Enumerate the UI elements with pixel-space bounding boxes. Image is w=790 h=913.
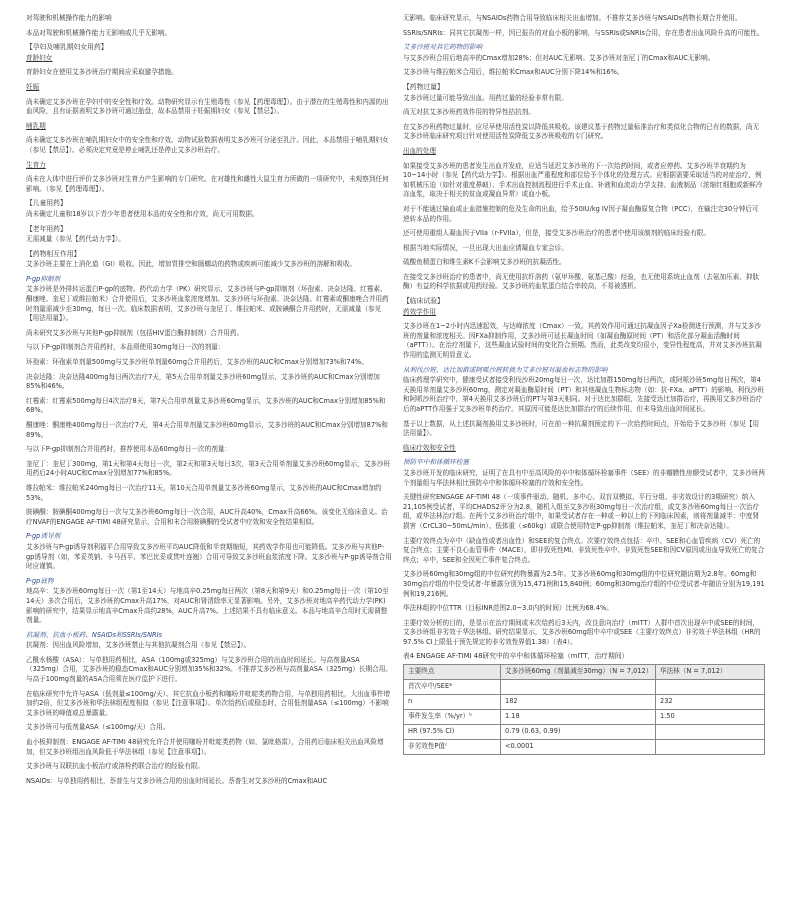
left-paragraph: 尚未确定艾多沙班在哺乳期妇女中的安全性和疗效。动物试验数据表明艾多沙班可分泌至乳汁。因此，本品禁用于哺乳期妇女（参见【禁忌】）。必须决定究竟是停止哺乳还是停止艾多沙班治疗。 xyxy=(26,136,389,154)
right-paragraph: 临床疗效和安全性 xyxy=(403,443,456,452)
left-paragraph: 尚未研究艾多沙班与其他P-gp抑制剂（包括HIV蛋白酶抑制剂）合并用药。 xyxy=(26,328,244,337)
left-paragraph: 艾多沙班是外排转运蛋白P-gp的底物。药代动力学（PK）研究显示，艾多沙班与P-gp抑制剂（环孢素、决奈达隆、红霉素、酮康唑、奎尼丁或维拉帕米）合并使用后，艾多沙班血浆浓度增加。艾多沙班与环孢素、决奈达隆、红霉素或酮康唑合并用药时剂量需减少至30mg，每日一次。临床数据表明，艾多沙班与奎尼丁、维拉帕米、或胺碘酮合并用药时，无需减量（参见【用法用量】）。 xyxy=(26,285,389,323)
left-paragraph: 艾多沙班与双联抗血小板治疗或溶栓药联合治疗的经验有限。 xyxy=(26,762,205,771)
right-paragraph: 艾多沙班过量可能导致出血。用药过量的经验非常有限。 xyxy=(403,93,568,102)
right-paragraph: 出血的处理 xyxy=(403,146,436,155)
results-table xyxy=(403,664,765,755)
table-header-row xyxy=(404,665,765,680)
left-paragraph: 生育力 xyxy=(26,160,46,169)
left-paragraph: 尚未确定儿童和18岁以下青少年患者使用本品的安全性和疗效，尚无可用数据。 xyxy=(26,209,259,218)
left-paragraph: 无需减量（参见【药代动力学】）。 xyxy=(26,235,125,244)
left-paragraph: 育龄妇女在使用艾多沙班治疗期间应采取避孕措施。 xyxy=(26,68,178,77)
left-paragraph: 【孕妇及哺乳期妇女用药】 xyxy=(26,43,108,52)
table-cell: 182 xyxy=(501,695,656,710)
left-paragraph: 红霉素：红霉素500mg每日4次治疗8天，第7天合用单剂量艾多沙班60mg显示，艾多沙班的AUC和Cmax分别增加85%和68%。 xyxy=(26,396,386,415)
table-cell: n xyxy=(404,695,501,710)
left-paragraph: 环孢素：环孢素单剂量500mg与艾多沙班单剂量60mg合并用药后，艾多沙班的AUC和Cmax分别增加73%和74%。 xyxy=(26,358,368,367)
left-paragraph: 地高辛：艾多沙班60mg每日一次（第1至14天）与地高辛0.25mg每日两次（第8天和第9天）和0.25mg每日一次（第10至14天）多次合用后，艾多沙班的Cmax升高17%，对AUC和肾清除率无显著影响。另外，艾多沙班对地高辛药代动力学(PK)影响的研究中，结果显示地高辛Cmax升高约28%，AUC升高7%。上述结果不具有临床意义。本品与地高辛合用时无需调整剂量。 xyxy=(26,587,389,625)
table-cell xyxy=(656,725,765,740)
right-paragraph: 在接受艾多沙班治疗的患者中，尚无使用抗纤溶药（氨甲环酸、氨基己酸）经验，也无使用系统止血剂（去氨加压素、抑肽酶）有益的科学依据或用药经验。艾多沙班的血浆蛋白结合率较高，不易被透析。 xyxy=(403,272,760,291)
left-paragraph: 哺乳期 xyxy=(26,121,46,130)
right-paragraph: 硫酸鱼精蛋白和维生素K不会影响艾多沙班的抗凝活性。 xyxy=(403,258,566,267)
table-cell: 232 xyxy=(656,695,765,710)
left-paragraph: 【药物相互作用】 xyxy=(26,249,81,258)
left-paragraph: 妊娠 xyxy=(26,82,40,91)
right-paragraph: 在艾多沙班药物过量时，应尽早使用活性炭以降低其吸收。该建议基于药物过量标准治疗和类似化合物的已有的数据，尚无艾多沙班临床研究项目针对使用活性炭降低艾多沙班吸收的专门研究。 xyxy=(403,122,760,141)
right-paragraph: 【药物过量】 xyxy=(403,82,444,91)
table-header-cell: 华法林（N = 7,012） xyxy=(656,665,765,680)
left-paragraph: 决奈达隆：决奈达隆400mg每日两次治疗7天，第5天合用单剂量艾多沙班60mg显示，艾多沙班的AUC和Cmax分别增加85%和46%。 xyxy=(26,372,380,391)
right-paragraph: 主要疗效终点为卒中（缺血性或者出血性）和SEE的复合终点。次要疗效终点包括：卒中、SEE和心血管疾病（CV）死亡的复合终点；主要不良心血管事件（MACE），即非致死性MI、非致死性卒中、非致死性SEE和因CV原因或出血导致死亡的复合终点；卒中，SEE和全因死亡事件复合终点。 xyxy=(403,536,765,564)
table-row xyxy=(404,740,765,755)
table-cell xyxy=(656,680,765,695)
table-header-cell: 艾多沙班60mg（剂量减至30mg）（N = 7,012） xyxy=(501,665,656,680)
left-paragraph: 酮康唑：酮康唑400mg每日一次治疗7天，第4天合用单剂量艾多沙班60mg显示，艾多沙班的AUC和Cmax分别增加87%和89%。 xyxy=(26,421,388,439)
left-paragraph: 艾多沙班主要在上消化道（GI）吸收。因此，增加胃排空和肠蠕动的药物或疾病可能减少艾多沙班的溶解和吸收。 xyxy=(26,260,357,269)
table-cell: 首次卒中/SEE* xyxy=(404,680,501,695)
left-paragraph: 【儿童用药】 xyxy=(26,199,67,208)
left-paragraph: 胺碘酮：胺碘酮400mg每日一次与艾多沙班60mg每日一次合用，AUC升高40%，Cmax升高66%。该变化无临床意义。治疗NVAF的ENGAGE AF-TIMI 48研究显示，合用和未合用胺碘酮的受试者中疗效和安全性结果相似。 xyxy=(26,508,388,526)
left-column xyxy=(26,14,392,791)
right-paragraph: 根据当地实际情况，一旦出现大出血应请凝血专家会诊。 xyxy=(403,243,568,252)
left-paragraph: 【老年用药】 xyxy=(26,224,67,233)
right-paragraph: 艾多沙班与维拉帕米合用后，维拉帕米Cmax和AUC分别下降14%和16%。 xyxy=(403,68,624,77)
right-paragraph: 与艾多沙班合用后地高辛的Cmax增加28%；但对AUC无影响。艾多沙班对奎尼丁的Cmax和AUC无影响。 xyxy=(403,53,715,62)
left-paragraph: 血小板抑制剂：ENGAGE AF-TIMI 48研究允许合并使用噻吩并吡啶类药物（如，氯吡格雷），合用药后临床相关出血风险增加，但艾多沙班组出血风险低于华法林组（参见【注意事项】）。 xyxy=(26,738,384,756)
left-paragraph: 乙酰水杨酸（ASA）：与单独用药相比，ASA（100mg或325mg）与艾多沙班合用的出血时间延长。与高剂量ASA（325mg）合用，艾多沙班的稳态Cmax和AUC分别增加35%和32%。不推荐艾多沙班与高剂量ASA（325mg）长期合用。与高于100mg剂量的ASA合用须在医疗监护下进行。 xyxy=(26,655,392,684)
right-paragraph: 艾多沙班开发的临床研究，证明了在具有中至高风险的卒中和体循环栓塞事件（SEE）的非瓣膜性房颤受试者中，艾多沙班两个剂量组与华法林相比预防卒中和体循环栓塞的疗效和安全性。 xyxy=(403,468,765,487)
right-paragraph: 如果接受艾多沙班的患者发生出血并发症，应适当延迟艾多沙班的下一次给药时间，或者应停药。艾多沙班半衰期约为10~14小时（参见【药代动力学】）。根据出血严重程度和部位给予个体化的处理方式。应根据需要采取适当的对症治疗，例如机械压迫（如针对重度鼻衄）、手术出血控制流程进行手术止血、补液和血流动力学支持、血液制品（浓缩红细胞或新鲜冷冻血浆，取决于相关的贫血或凝血异常）或血小板。 xyxy=(403,161,763,199)
right-paragraph: 艾多沙班在1~2小时内迅速起效，与达峰浓度（Cmax）一致。其药效作用可通过抗凝血因子Xa检测进行预测，并与艾多沙班的剂量和浓度相关。因FXa抑制作用，艾多沙班可延长凝血时间（如凝血酶原时间（PT）和活化部分凝血活酶时间（aPTT））。在治疗剂量下，这些凝血试验时间的变化符合预期。然而，此类改变均很小，变异性程度高，并对艾多沙班抗凝作用的监测无明显意义。 xyxy=(403,322,762,360)
left-paragraph: 在临床研究中允许与ASA（低剂量≤100mg/天）、其它抗血小板药和噻吩并吡啶类药物合用，与单独用药相比，大出血事件增加约2倍，但艾多沙班和华法林组程度相似（参见【注意事项】）。单次给药后或稳态时，合用低剂量ASA（≤100mg）不影响艾多沙班的峰值或总暴露量。 xyxy=(26,689,391,717)
right-paragraph: 对于不能通过输血或止血措施控制的危及生命的出血，给予50IU/kg IV因子凝血酶原复合物（PCC），在输注完30分钟后可逆转本品的作用。 xyxy=(403,204,759,223)
table-row xyxy=(404,695,765,710)
table-cell: 1.50 xyxy=(656,710,765,725)
left-paragraph: 育龄妇女 xyxy=(26,53,53,62)
right-paragraph: 还可使用重组人凝血因子VIIa（r-FVIIa），但是，接受艾多沙班治疗的患者中使用该制剂的临床经验有限。 xyxy=(403,229,710,238)
table-caption: 表4 ENGAGE AF-TIMI 48研究中的卒中和体循环栓塞（mITT，治疗期间） xyxy=(403,652,629,661)
left-paragraph: 与以下P-gp抑制剂合并用药时，推荐使用本品60mg每日一次的剂量： xyxy=(26,445,232,454)
left-paragraph: NSAIDs：与单独用药相比，萘普生与艾多沙班合用的出血时间延长。萘普生对艾多沙班的Cmax和AUC xyxy=(26,776,328,785)
left-paragraph: 维拉帕米：维拉帕米240mg每日一次治疗11天，第10天合用单剂量艾多沙班60mg显示，艾多沙班的AUC和Cmax增加约53%。 xyxy=(26,483,382,502)
left-paragraph: 抗凝剂：因出血风险增加，艾多沙班禁止与其他抗凝剂合用（参见【禁忌】）。 xyxy=(26,641,251,650)
table-cell: 1.18 xyxy=(501,710,656,725)
table-cell: 事件发生率（%/yr）ᵇ xyxy=(404,710,501,725)
left-paragraph: P-gp抑制剂 xyxy=(26,274,61,283)
right-column-paragraphs xyxy=(403,14,765,647)
table-row xyxy=(404,710,765,725)
right-paragraph: 尚无对抗艾多沙班药效作用的特异性拮抗剂。 xyxy=(403,108,535,117)
table-header-cell: 主要终点 xyxy=(404,665,501,680)
table-cell: HR (97.5% CI) xyxy=(404,725,501,740)
right-paragraph: 主要疗效分析的目的，是显示在治疗期间或末次给药后3天内，改良意向治疗（mITT）人群中首次出现卒中或SEE的时间，艾多沙班组非劣效于华法林组。研究结果显示，艾多沙班60mg组中卒中或SEE（主要疗效终点）非劣效于华法林组（HR的97.5% CI上限低于预先规定的非劣效性界值1.38）（表4）。 xyxy=(403,618,761,646)
left-paragraph: P-gp诱导剂 xyxy=(26,532,61,541)
left-paragraph: 艾多沙班与P-gp诱导剂利福平合用导致艾多沙班平均AUC降低和半衰期缩短，其药效学作用也可能降低。艾多沙班与其他P-gp诱导剂（如，苯妥英钠、卡马西平、苯巴比妥或贯叶连翘）合用可导致艾多沙班血浆浓度下降。艾多沙班与P-gp诱导剂合用时应谨慎。 xyxy=(26,542,392,571)
left-paragraph: 奎尼丁：奎尼丁300mg，第1天和第4天每日一次，第2天和第3天每日3次，第3天合用单剂量艾多沙班60mg显示，艾多沙班用药后24小时AUC和Cmax分别增加77%和85%。 xyxy=(26,459,391,478)
table-cell xyxy=(656,740,765,755)
left-paragraph: 抗凝剂、抗血小板药、NSAIDs和SSRIs/SNRIs xyxy=(26,630,163,639)
table-cell: 非劣效性P值ᶜ xyxy=(404,740,501,755)
left-paragraph: P-gp底物 xyxy=(26,576,54,585)
table-row xyxy=(404,680,765,695)
left-paragraph: 与以下P-gp抑制剂合并用药时，本品须使用30mg每日一次的剂量： xyxy=(26,343,225,352)
right-paragraph: SSRIs/SNRIs：同其它抗凝剂一样，因已报告的对血小板的影响，与SSRIs或SNRIs合用，存在患者出血风险升高的可能性。 xyxy=(403,28,764,37)
table-cell: <0.0001 xyxy=(501,740,656,755)
right-paragraph: 艾多沙班对其它药物的影响 xyxy=(403,43,483,52)
left-paragraph: 尚未在人体中进行评价艾多沙班对生育力产生影响的专门研究。在对雄性和雌性大鼠生育力所做的一项研究中，未观察到任何影响。（参见【药理毒理】）。 xyxy=(26,175,389,193)
right-paragraph: 无影响。临床研究显示，与NSAIDs药物合用导致临床相关出血增加。不推荐艾多沙班与NSAIDs药物长期合并使用。 xyxy=(403,14,742,22)
table-row xyxy=(404,725,765,740)
right-paragraph: 预防卒中和体循环栓塞 xyxy=(403,458,469,467)
left-paragraph: 尚未确定艾多沙班在孕妇中的安全性和疗效。动物研究显示有生殖毒性（参见【药理毒理】）。由于潜在的生殖毒性和内源的出血风险，且有证据表明艾多沙班可通过胎盘，故本品禁用于妊娠期妇女（参见【禁忌】）。 xyxy=(26,97,389,116)
table-cell xyxy=(501,680,656,695)
right-paragraph: 【临床试验】 xyxy=(403,297,444,306)
right-paragraph: 华法林组的中位TTR（目标INR范围2.0~3.0内的时间）比例为68.4%。 xyxy=(403,604,613,613)
left-paragraph: 对驾驶和机械操作能力的影响 xyxy=(26,14,112,22)
right-paragraph: 基于以上数据，从上述抗凝剂换用艾多沙班时，可在前一种抗凝剂预定的下一次给药时间点，开始给予艾多沙班（参见【用法用量】）。 xyxy=(403,419,760,438)
table-cell: 0.79 (0.63, 0.99) xyxy=(501,725,656,740)
right-paragraph: 艾多沙班60mg和30mg组的中位研究药物暴露为2.5年。艾多沙班60mg和30mg组的中位研究随访期为2.8年。60mg和30mg治疗组的中位受试者-年暴露分别为15,471例和15,840例；60mg和30mg治疗组的中位受试者-年随访分别为19,191例和19,216例。 xyxy=(403,570,765,598)
right-paragraph: 药效学作用 xyxy=(403,307,436,316)
left-paragraph: 艾多沙班可与低剂量ASA（≤100mg/天）合用。 xyxy=(26,723,170,732)
right-paragraph: 从利伐沙班、达比加群或阿哌沙班转换为艾多沙班对凝血标志物的影响 xyxy=(403,365,608,374)
left-paragraph: 本品对驾驶和机械操作能力无影响或几乎无影响。 xyxy=(26,28,172,37)
right-paragraph: 临床药理学研究中，健康受试者接受利伐沙班20mg每日一次，达比加群150mg每日两次，或阿哌沙班5mg每日两次，第4天换用单剂量艾多沙班60mg，测定对凝血酶原时间（PT）和其他凝血生物标志物（如：抗-FXa、aPTT）的影响。利伐沙班和阿哌沙班治疗中，第4天换用艾多沙班后的PT与第3天相同。对于达比加群组，先接受达比加群治疗，再换用艾多沙班治疗后的aPTT作用强于艾多沙班单药治疗。其原因可能是达比加群治疗的后续作用，但未导致出血时间延长。 xyxy=(403,376,764,413)
right-paragraph: 关键性研究ENGAGE AF-TIMI 48（一项事件驱动、随机、多中心、双盲双模拟、平行分组、非劣效设计的3期研究）纳入21,105例受试者，平均CHADS2评分为2.8，随机入组至艾多沙班30mg每日一次治疗组，或艾多沙班60mg每日一次治疗组，或华法林治疗组。在两个艾多沙班治疗组中，如果受试者存在一种或一种以上的下列临床因素，则将剂量减半：中度肾损害（CrCL30~50mL/min）、低体重（≤60kg）或联合使用特定P-gp抑制剂（维拉帕米，奎尼丁和决奈达隆）。 xyxy=(403,493,760,530)
right-column xyxy=(403,14,765,755)
